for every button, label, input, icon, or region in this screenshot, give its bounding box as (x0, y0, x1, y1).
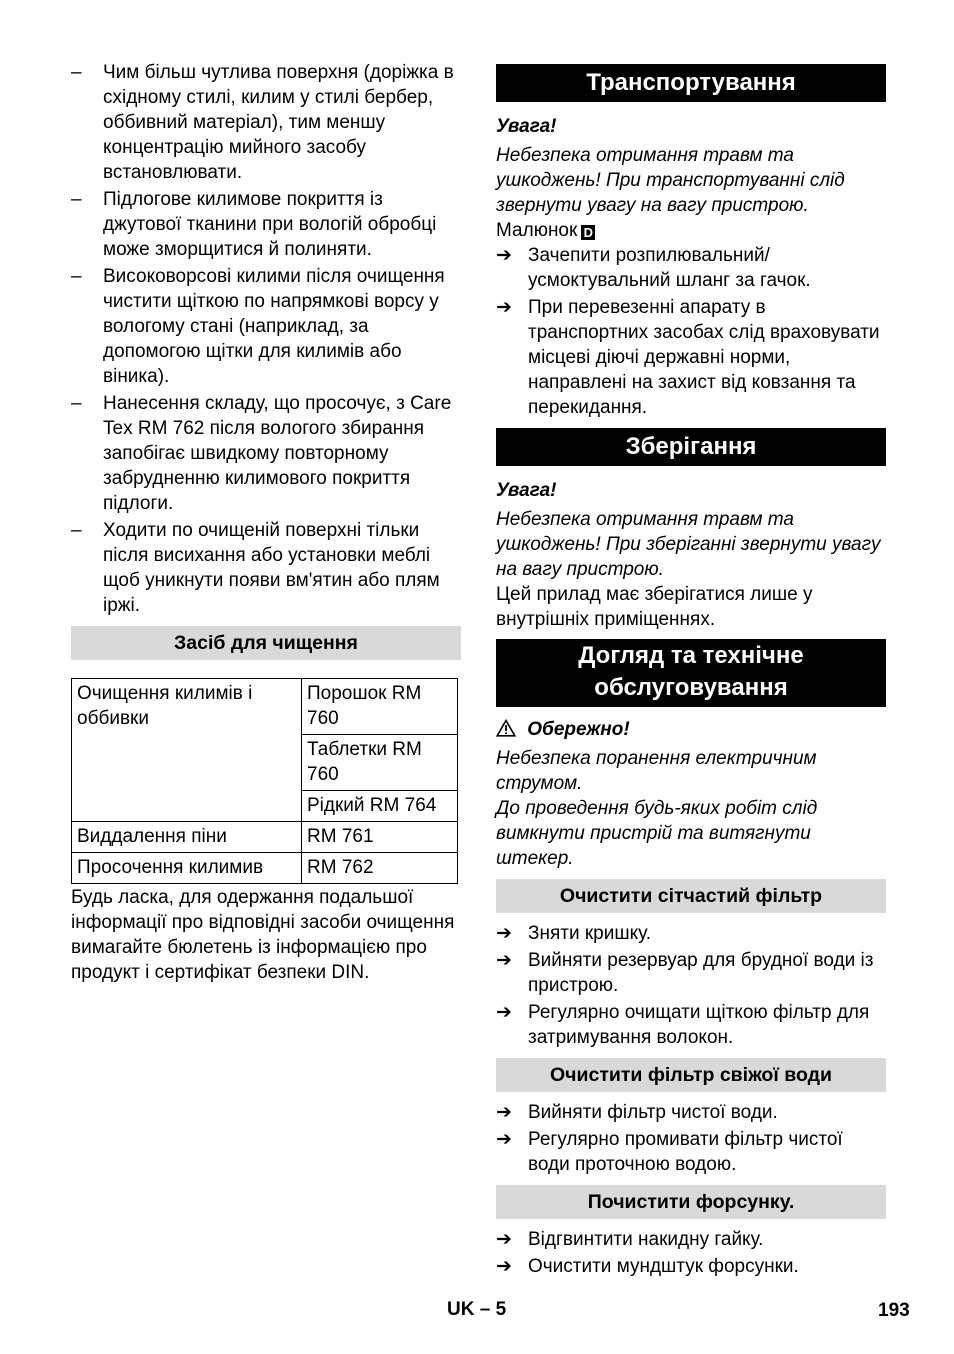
caution-text: Небезпека поранення електричним струмом. (496, 748, 817, 794)
transport-heading: Транспортування (496, 64, 886, 102)
dash-bullet: – (71, 62, 82, 83)
table-cell: Таблетки RM 760 (302, 735, 458, 791)
warning-label: Увага! (496, 116, 557, 137)
list-item (496, 1000, 886, 1050)
list-item-text: Підлогове килимове покриття із джутової тканини при вологій обробці може зморщитися й полиняти. (103, 189, 437, 260)
arrow-icon: ➔ (496, 1002, 512, 1023)
list-item (71, 518, 461, 618)
info-paragraph: Будь ласка, для одержання подальшої інформації про відповідні засоби очищення вимагайте бюлетень із інформацією про продукт і сертифікат безпеки DIN. (71, 887, 455, 983)
list-item (496, 921, 886, 946)
list-item (71, 187, 461, 262)
list-item-text: Ходити по очищеній поверхні тільки після висихання або установки меблі щоб уникнути появи вм'ятин або плям іржі. (103, 520, 440, 616)
list-item-text: Регулярно очищати щіткою фільтр для затримування волокон. (528, 1002, 870, 1048)
table-cell: Рідкий RM 764 (302, 791, 458, 822)
arrow-icon: ➔ (496, 923, 512, 944)
list-item-text: Вийняти резервуар для брудної води із пристрою. (528, 950, 874, 996)
list-item-text: Нанесення складу, що просочує, з Care Tex RM 762 після вологого збирання запобігає швидкому повторному забрудненню килимового покриття підлоги. (103, 393, 452, 514)
arrow-icon: ➔ (496, 1102, 512, 1123)
fresh-water-filter-heading: Очистити фільтр свіжої води (496, 1058, 886, 1092)
list-item (496, 1100, 886, 1125)
list-item (496, 948, 886, 998)
list-item (71, 264, 461, 389)
section-footer: UK – 5 (447, 1299, 507, 1320)
list-item (496, 295, 886, 420)
right-column (496, 64, 886, 1281)
list-item-text: Регулярно промивати фільтр чистої води проточною водою. (528, 1129, 843, 1175)
list-item (496, 243, 886, 293)
list-item-text: Зняти кришку. (528, 923, 651, 944)
mesh-filter-heading: Очистити сітчастий фільтр (496, 879, 886, 913)
page-number: 193 (878, 1300, 910, 1321)
list-item (71, 391, 461, 516)
caution-text: До проведення будь-яких робіт слід вимкнути пристрій та витягнути штекер. (496, 798, 818, 869)
table-cell: RM 761 (302, 822, 458, 853)
figure-reference (496, 218, 886, 243)
arrow-icon: ➔ (496, 1256, 512, 1277)
dash-bullet: – (71, 189, 82, 210)
cleaning-agent-table (71, 678, 458, 884)
table-cell: Виддалення піни (72, 822, 302, 853)
warning-text: Небезпека отримання травм та ушкоджень! При транспортуванні слід звернути увагу на вагу пристрою. (496, 145, 845, 216)
warning-text: Небезпека отримання травм та ушкоджень! При зберіганні звернути увагу на вагу пристрою. (496, 509, 881, 580)
table-row (72, 853, 458, 884)
nozzle-heading: Почистити форсунку. (496, 1185, 886, 1219)
left-column (71, 60, 461, 985)
table-cell: Очищення килимів і оббивки (72, 679, 302, 822)
dash-bullet: – (71, 393, 82, 414)
list-item-text: Очистити мундштук форсунки. (528, 1256, 799, 1277)
arrow-icon: ➔ (496, 297, 512, 318)
list-item-text: Вийняти фільтр чистої води. (528, 1102, 778, 1123)
arrow-icon: ➔ (496, 950, 512, 971)
table-cell: Порошок RM 760 (302, 679, 458, 735)
warning-triangle-icon (496, 719, 516, 737)
list-item-text: Чим більш чутлива поверхня (доріжка в східному стилі, килим у стилі бербер, оббивний матеріал), тим меншу концентрацію мийного засобу встановлювати. (103, 62, 454, 183)
arrow-icon: ➔ (496, 1229, 512, 1250)
list-item (71, 60, 461, 185)
care-heading: Догляд та технічне обслуговування (496, 639, 886, 707)
arrow-icon: ➔ (496, 1129, 512, 1150)
arrow-icon: ➔ (496, 245, 512, 266)
list-item-text: Відгвинтити накидну гайку. (528, 1229, 764, 1250)
list-item-text: Зачепити розпилювальний/ усмоктувальний шланг за гачок. (528, 245, 811, 291)
caution-line (496, 717, 886, 742)
caution-label: Обережно! (527, 719, 630, 740)
figure-d-icon: D (581, 225, 595, 240)
cleaning-agent-heading: Засіб для чищення (71, 626, 461, 660)
list-item-text: При перевезенні апарату в транспортних засобах слід враховувати місцеві діючі державні норми, направлені на захист від ковзання та перекидання. (528, 297, 880, 418)
table-cell: RM 762 (302, 853, 458, 884)
list-item (496, 1127, 886, 1177)
list-item-text: Високоворсові килими після очищення чистити щіткою по напрямкові ворсу у вологому стані (наприклад, за допомогою щітки для килимів або віника). (103, 266, 445, 387)
list-item (496, 1254, 886, 1279)
storage-heading: Зберігання (496, 428, 886, 466)
table-row (72, 679, 458, 735)
figure-label: Малюнок (496, 220, 578, 241)
list-item (496, 1227, 886, 1252)
table-row (72, 822, 458, 853)
storage-text: Цей прилад має зберігатися лише у внутрішніх приміщеннях. (496, 584, 813, 630)
table-cell: Просочення килимив (72, 853, 302, 884)
warning-label: Увага! (496, 480, 557, 501)
dash-bullet: – (71, 520, 82, 541)
dash-bullet: – (71, 266, 82, 287)
